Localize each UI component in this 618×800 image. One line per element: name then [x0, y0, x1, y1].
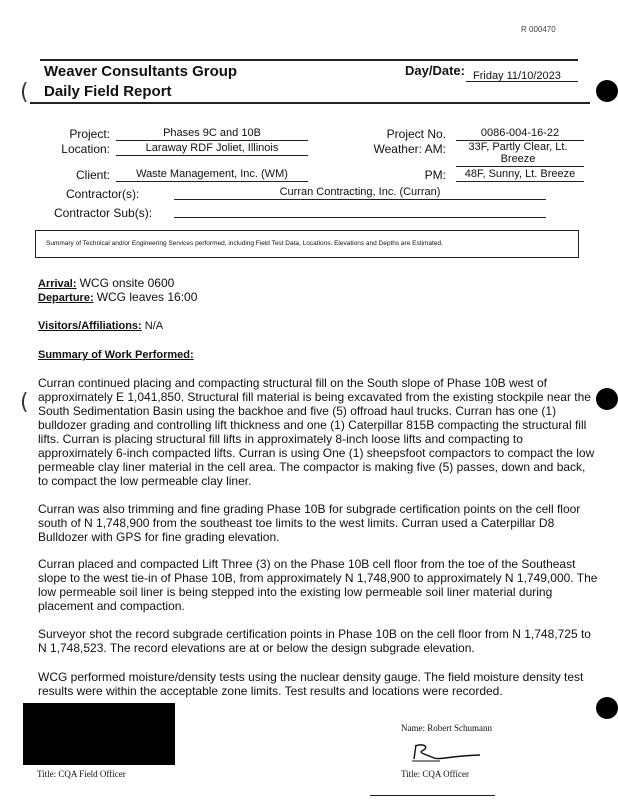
departure-label: Departure: — [38, 292, 94, 304]
location-value: Laraway RDF Joliet, Illinois — [145, 142, 279, 154]
document-id: R 000470 — [521, 25, 556, 34]
company-name: Weaver Consultants Group — [44, 63, 238, 80]
project-value: Phases 9C and 10B — [163, 127, 261, 139]
client-value: Waste Management, Inc. (WM) — [136, 168, 288, 180]
location-underline — [116, 155, 308, 156]
paragraph-density-tests: WCG performed moisture/density tests using the nuclear density gauge. The field moisture density test results were within the acceptable zone limits. Test results and locations were recorded. — [38, 670, 584, 698]
contractor-sub-underline — [174, 217, 546, 218]
right-title: Title: CQA Officer — [401, 769, 470, 779]
header-bottom-rule — [30, 102, 590, 104]
report-title: Daily Field Report — [44, 83, 172, 100]
weather-am-underline — [456, 166, 584, 167]
footer-rule — [370, 795, 495, 796]
project-label: Project: — [69, 127, 110, 141]
paragraph-surveyor: Surveyor shot the record subgrade certification points in Phase 10B on the cell floor from N 1,748,725 to N 1,748,523. The record elevations are at or below the design subgrade elevation. — [38, 627, 591, 655]
departure-line — [38, 290, 197, 304]
pm-label: PM: — [424, 168, 446, 182]
paragraph-fine-grading: Curran was also trimming and fine grading Phase 10B for subgrade certification points on the cell floor south of N 1,748,900 from the southeast toe limits to the west limits. Curran used a Caterpillar D8 Bulldozer with GPS for fine grading elevation. — [38, 502, 581, 544]
binder-hole-middle — [596, 388, 618, 410]
pm-value: 48F, Sunny, Lt. Breeze — [464, 168, 576, 180]
day-date-value: Friday 11/10/2023 — [473, 70, 561, 82]
project-no-label: Project No. — [386, 127, 446, 141]
handwritten-signature — [410, 741, 490, 763]
binder-hole-bottom — [596, 697, 618, 719]
visitors-line — [38, 320, 163, 332]
project-underline — [116, 140, 308, 141]
contractor-value: Curran Contracting, Inc. (Curran) — [279, 186, 441, 198]
departure-value: WCG leaves 16:00 — [96, 290, 198, 304]
day-date-underline — [466, 81, 578, 82]
summary-instructions-box — [35, 230, 579, 258]
weather-am-value: 33F, Partly Clear, Lt. Breeze — [468, 141, 568, 165]
contractor-underline — [174, 199, 546, 200]
margin-bracket-middle: ( — [20, 390, 29, 415]
day-date-label: Day/Date: — [405, 63, 465, 78]
pm-underline — [456, 181, 584, 182]
margin-bracket-top: ( — [20, 80, 29, 105]
redacted-signature-block — [23, 703, 175, 765]
client-underline — [116, 181, 308, 182]
summary-heading: Summary of Work Performed: — [38, 349, 194, 361]
arrival-value: WCG onsite 0600 — [79, 276, 175, 290]
client-label: Client: — [75, 168, 110, 182]
visitors-value: N/A — [144, 320, 164, 332]
paragraph-lift-three: Curran placed and compacted Lift Three (3) on the Phase 10B cell floor from the toe of the Southeast slope to the west tie-in of Phase 10B, from approximately N 1,748,900 to approximately N 1,749,000. The low permeable soil liner is being stepped into the existing low permeable soil liner material during placement and compaction. — [38, 557, 598, 613]
project-no-value: 0086-004-16-22 — [480, 127, 560, 139]
summary-instructions-text: Summary of Technical and/or Engineering Services performed, including Field Test Data, Locations. Elevations and Depths are Estimated. — [46, 240, 443, 247]
arrival-label: Arrival: — [38, 278, 77, 290]
weather-am-label: Weather: AM: — [373, 142, 446, 156]
paragraph-structural-fill: Curran continued placing and compacting structural fill on the South slope of Phase 10B west of approximately E 1,041,850. Structural fill material is being excavated from the existing stockpile near the South Sedimentation Basin using the backhoe and five (5) offroad haul trucks. Curran has one (1) bulldozer grading and controlling lift thickness and one (1) Caterpillar 815B compacting the structural fill lifts. Curran is placing structural fill lifts in approximately 8-inch loose lifts and compacting to approximately 6-inch compacted lifts. Curran is using One (1) sheepsfoot compactors to compact the low permeable clay liner material in the cell area. The compactor is making five (5) passes, down and back, to compact the low permeable clay liner. — [38, 376, 595, 488]
left-title: Title: CQA Field Officer — [37, 769, 126, 779]
contractor-label: Contractor(s): — [66, 187, 140, 201]
header-top-rule — [40, 59, 578, 61]
location-label: Location: — [61, 142, 110, 156]
contractor-sub-label: Contractor Sub(s): — [54, 206, 153, 220]
signer-name: Name: Robert Schumann — [401, 723, 492, 733]
binder-hole-top — [596, 80, 618, 102]
visitors-label: Visitors/Affiliations: — [38, 320, 142, 332]
arrival-line — [38, 276, 174, 290]
